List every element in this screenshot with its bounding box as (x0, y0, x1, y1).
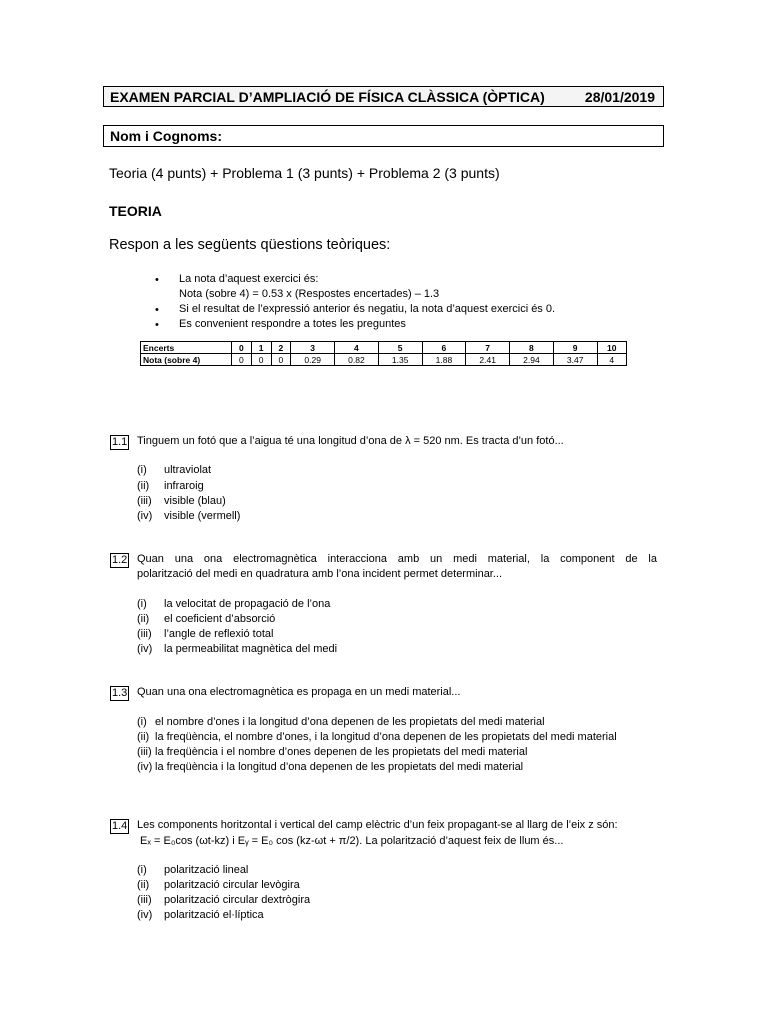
bullet-grade-line1: La nota d’aquest exercici és: (179, 273, 319, 285)
option-text: visible (blau) (164, 495, 226, 507)
option-numeral: (i) (137, 464, 147, 476)
table-row-encerts (141, 342, 627, 354)
option-numeral: (ii) (137, 731, 150, 743)
table-cell: 8 (510, 342, 554, 354)
exam-date: 28/01/2019 (584, 89, 655, 105)
option (137, 863, 248, 878)
table-cell: 3.47 (553, 354, 597, 366)
table-cell: 0.29 (291, 354, 335, 366)
option (137, 627, 273, 642)
table-cell: 7 (466, 342, 510, 354)
name-label: Nom i Cognoms: (110, 128, 222, 144)
option (137, 642, 337, 657)
option (137, 479, 204, 494)
option (137, 878, 300, 893)
option-numeral: (iv) (137, 909, 153, 921)
section-title: TEORIA (109, 203, 162, 219)
instruction-text: Respon a les següents qüestions teòriques: (109, 237, 391, 253)
option (137, 494, 226, 509)
option (137, 612, 275, 627)
option-numeral: (i) (137, 716, 147, 728)
question-text-line2: polarització del medi en quadratura amb l’ona incident permet determinar... (137, 568, 503, 580)
table-cell: 4 (335, 342, 379, 354)
question-text-line2: Eₓ = E₀cos (ωt-kz) i Eᵧ = E₀ cos (kz-ωt + π/2). La polarització d’aquest feix de llum és... (140, 835, 564, 847)
table-cell: 0 (271, 354, 291, 366)
question-number: 1.3 (112, 687, 128, 699)
table-cell: 0 (232, 354, 252, 366)
bullet-negative-note: Si el resultat de l’expressió anterior és negatiu, la nota d’aquest exercici és 0. (179, 303, 556, 315)
question-number: 1.2 (112, 554, 128, 566)
option (137, 715, 545, 730)
question-text: Quan una ona electromagnètica es propaga en un medi material... (137, 686, 461, 698)
option-numeral: (i) (137, 864, 147, 876)
option-numeral: (iv) (137, 510, 153, 522)
bullet-grade-formula: Nota (sobre 4) = 0.53 x (Respostes encertades) – 1.3 (179, 288, 440, 300)
table-cell: 2 (271, 342, 291, 354)
exam-header (103, 86, 664, 107)
table-row-nota (141, 354, 627, 366)
option (137, 745, 527, 760)
option-numeral: (iii) (137, 628, 152, 640)
table-cell: 3 (291, 342, 335, 354)
option-text: polarització el·líptica (164, 909, 264, 921)
points-distribution: Teoria (4 punts) + Problema 1 (3 punts) + Problema 2 (3 punts) (109, 165, 500, 181)
option (137, 463, 211, 478)
table-cell: 1 (251, 342, 271, 354)
option-text: polarització circular dextrògira (164, 894, 311, 906)
option-numeral: (iv) (137, 761, 153, 773)
option-text: l’angle de reflexió total (164, 628, 274, 640)
table-cell: 9 (553, 342, 597, 354)
option-text: la freqüència i la longitud d’ona depenen de les propietats del medi material (155, 761, 524, 773)
option-text: la permeabilitat magnètica del medi (164, 643, 338, 655)
option-numeral: (iii) (137, 894, 152, 906)
exam-title: EXAMEN PARCIAL D’AMPLIACIÓ DE FÍSICA CLÀSSICA (ÒPTICA) (110, 89, 545, 105)
question-text-line1: Les components horitzontal i vertical del camp elèctric d’un feix propagant-se al llarg de l’eix z són: (137, 819, 618, 831)
table-cell: 2.41 (466, 354, 510, 366)
bullet-dot: • (155, 304, 159, 316)
option-text: visible (vermell) (164, 510, 241, 522)
option (137, 760, 523, 775)
option (137, 730, 617, 745)
option-text: el nombre d’ones i la longitud d’ona depenen de les propietats del medi material (155, 716, 545, 728)
option (137, 509, 240, 524)
option-numeral: (ii) (137, 879, 150, 891)
table-cell: 1.88 (422, 354, 466, 366)
option-text: el coeficient d’absorció (164, 613, 276, 625)
option (137, 597, 330, 612)
table-cell: 0 (251, 354, 271, 366)
question-text: Tinguem un fotó que a l’aigua té una longitud d’ona de λ = 520 nm. Es tracta d’un fotó... (137, 435, 564, 447)
bullet-dot: • (155, 319, 159, 331)
option-numeral: (ii) (137, 613, 150, 625)
table-cell: 10 (597, 342, 626, 354)
question-number: 1.4 (112, 820, 128, 832)
option-text: infraroig (164, 480, 204, 492)
option-text: polarització lineal (164, 864, 249, 876)
table-row-label: Nota (sobre 4) (141, 354, 232, 366)
option-text: polarització circular levògira (164, 879, 300, 891)
table-cell: 1.35 (378, 354, 422, 366)
table-cell: 2.94 (510, 354, 554, 366)
table-cell: 0.82 (335, 354, 379, 366)
question-number: 1.1 (112, 436, 128, 448)
name-field-box (103, 125, 664, 147)
option-text: la freqüència i el nombre d’ones depenen de les propietats del medi material (155, 746, 528, 758)
option-numeral: (iv) (137, 643, 153, 655)
bullet-answer-all: Es convenient respondre a totes les preguntes (179, 318, 406, 330)
option-text: la freqüència, el nombre d’ones, i la longitud d’ona depenen de les propietats del medi material (155, 731, 617, 743)
table-row-label: Encerts (141, 342, 232, 354)
table-cell: 0 (232, 342, 252, 354)
option (137, 893, 310, 908)
option-numeral: (iii) (137, 746, 152, 758)
option-numeral: (i) (137, 598, 147, 610)
option-numeral: (ii) (137, 480, 150, 492)
table-cell: 5 (378, 342, 422, 354)
option-text: ultraviolat (164, 464, 212, 476)
table-cell: 4 (597, 354, 626, 366)
grade-table (140, 341, 627, 366)
option (137, 908, 264, 923)
table-cell: 6 (422, 342, 466, 354)
bullet-dot: • (155, 274, 159, 286)
option-text: la velocitat de propagació de l’ona (164, 598, 331, 610)
question-text-line1: Quan una ona electromagnètica interacciona amb un medi material, la component de la (137, 553, 657, 565)
option-numeral: (iii) (137, 495, 152, 507)
